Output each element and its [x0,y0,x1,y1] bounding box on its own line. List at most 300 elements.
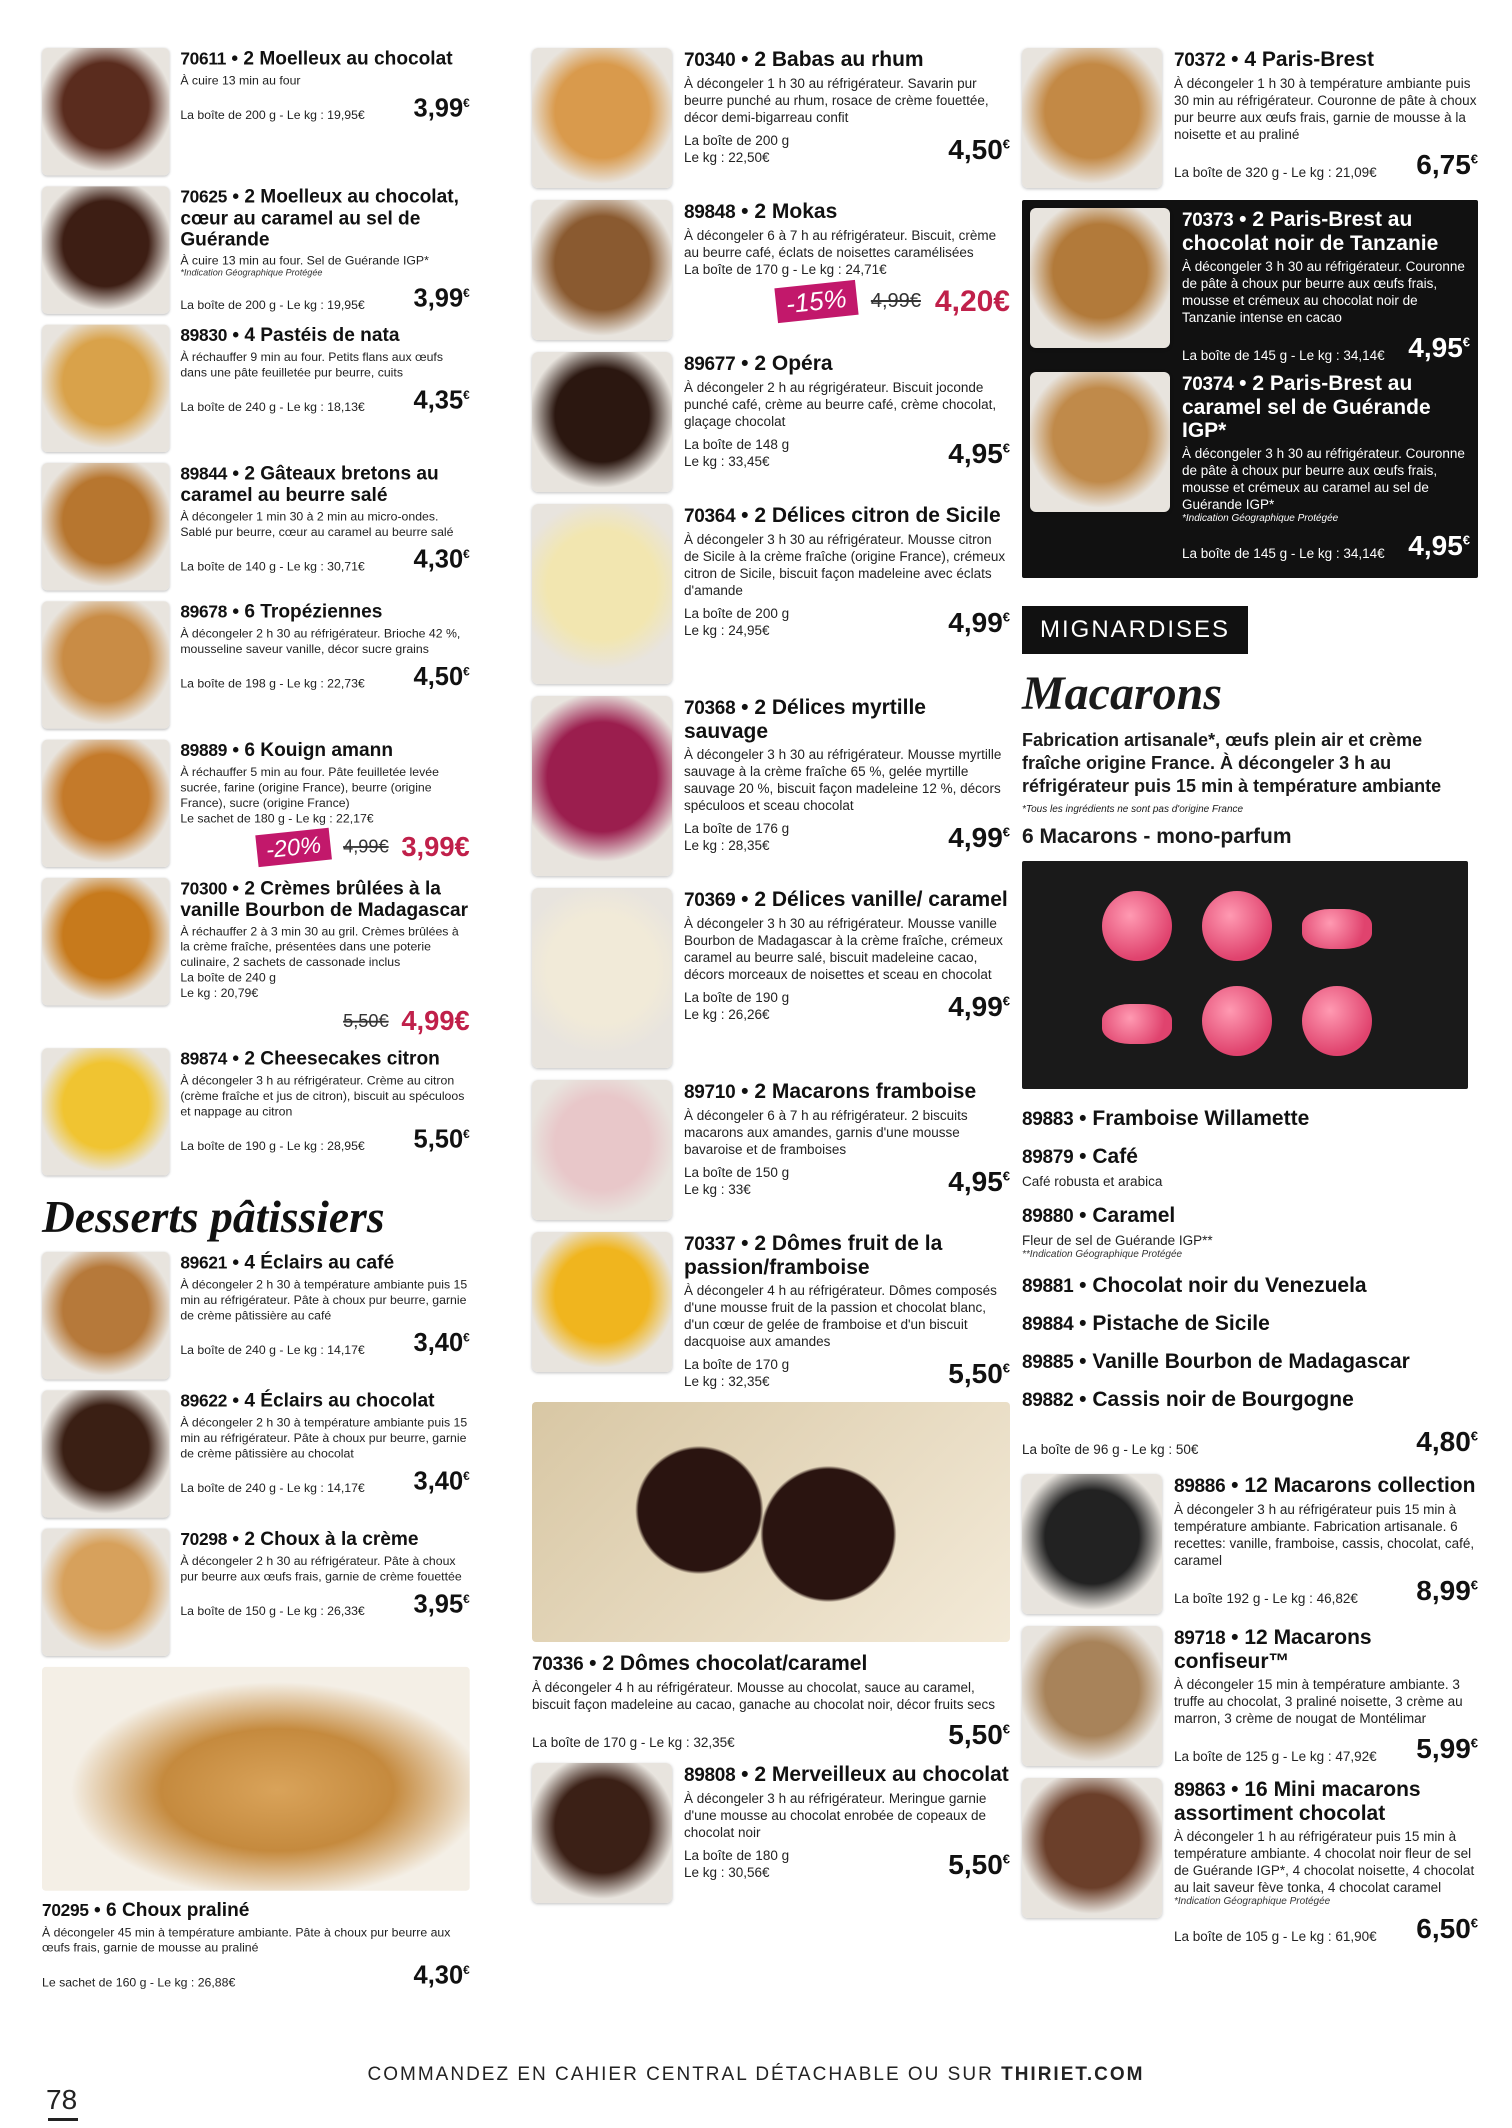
price-line [180,1467,469,1496]
product-description: À décongeler 15 min à température ambiante. 3 truffe au chocolat, 3 praliné noisette, 3 crème au marron, 3 crème de nougat de Montélimar [1174,1677,1463,1726]
product-name: 6 Choux praliné [106,1899,250,1921]
price-value: 4,30 [413,544,464,574]
flavor-name: Caramel [1092,1204,1176,1227]
product-title [532,1652,1010,1676]
product-ref: 70374 [1182,374,1234,395]
price-line [684,1164,1010,1198]
product-photo [42,463,169,590]
price-line [1174,1733,1478,1765]
product-item[interactable] [42,1529,470,1656]
product-price [414,94,470,123]
product-note: *Indication Géographique Protégée [1174,1896,1331,1907]
macaron-shape [1302,986,1372,1056]
product-weight: La boîte de 240 g - Le kg : 18,13€ [180,400,365,414]
product-info [684,48,1010,188]
price-value: 5,50 [948,1849,1003,1880]
euro-sign: € [1470,1428,1478,1444]
price-value: 6,75 [1416,149,1471,180]
product-item[interactable] [42,186,470,313]
product-name: 16 Mini macarons assortiment chocolat [1174,1778,1421,1825]
flavor-item[interactable] [1022,1274,1478,1298]
product-title [180,325,469,347]
product-info [180,740,469,867]
price-line [180,1125,469,1154]
product-photo [1030,372,1170,512]
product-ref: 89830 [180,326,228,346]
flavor-note: **Indication Géographique Protégée [1022,1249,1183,1260]
product-name: 4 Éclairs au chocolat [244,1390,435,1412]
flavor-item[interactable] [1022,1388,1478,1412]
product-title [42,1900,470,1922]
product-ref: 89710 [684,1082,736,1103]
product-item[interactable] [1030,208,1470,364]
old-price: 4,99€ [343,836,389,857]
product-item[interactable] [1022,1626,1478,1766]
title-separator: • [735,48,755,71]
flavor-ref: 89880 [1022,1206,1074,1227]
euro-sign: € [1470,151,1478,167]
product-weight: La boîte de 176 g Le kg : 28,35€ [684,821,790,853]
flavor-item[interactable] [1022,1145,1478,1190]
product-info [684,696,1010,876]
title-separator: • [227,1251,245,1273]
product-ref: 89621 [180,1253,228,1273]
product-description: À décongeler 2 h 30 au réfrigérateur. Brioche 42 %, mousseline saveur vanille, décor sucre grains [180,626,461,656]
product-title [684,1763,1010,1787]
product-title [684,504,1010,528]
title-separator: • [735,352,755,375]
euro-sign: € [463,1469,470,1483]
product-title [180,1048,469,1070]
title-separator: • [1073,1388,1093,1411]
mono-price-line [1022,1426,1478,1458]
price-line [1174,1575,1478,1607]
price-value: 4,95 [1408,332,1463,363]
product-name: 4 Pastéis de nata [244,324,400,346]
product-item[interactable] [1022,1474,1478,1614]
title-separator: • [735,696,755,719]
product-name: 2 Cheesecakes citron [244,1048,440,1070]
euro-sign: € [463,547,470,561]
flavor-ref: 89885 [1022,1352,1074,1373]
product-info [180,186,469,313]
product-price [948,1849,1010,1881]
flavor-name: Chocolat noir du Venezuela [1092,1274,1367,1297]
euro-sign: € [463,286,470,300]
mono-weight: La boîte de 96 g - Le kg : 50€ [1022,1442,1199,1457]
product-item[interactable] [42,48,470,175]
title-separator: • [1073,1274,1093,1297]
product-weight: La boîte de 125 g - Le kg : 47,92€ [1174,1749,1377,1764]
discount-badge: -20% [255,828,331,867]
product-description: À décongeler 2 h 30 au réfrigérateur. Pâte à choux pur beurre aux œufs frais, garnie de crème fouettée [180,1554,462,1584]
price-line [684,1356,1010,1390]
title-separator: • [227,1528,245,1550]
flavor-title [1022,1388,1478,1412]
price-value: 8,99 [1416,1575,1471,1606]
product-description: À réchauffer 9 min au four. Petits flans aux œufs dans une pâte feuilletée pur beurre, cuits [180,350,443,380]
euro-sign: € [463,664,470,679]
product-item[interactable] [532,1652,1010,1751]
product-description: À cuire 13 min au four. Sel de Guérande IGP* [180,253,429,268]
product-description: À décongeler 1 h 30 à température ambiante puis 30 min au réfrigérateur. Couronne de pâte à choux pur beurre aux œufs frais, garnie de mousse à la noisette et au praliné [1174,76,1477,142]
product-ref: 89808 [684,1765,736,1786]
product-item[interactable] [42,1390,470,1517]
product-description: À décongeler 2 h 30 à température ambiante puis 15 min au réfrigérateur. Pâte à choux pur beurre, garnie de crème pâtissière au café [180,1277,468,1322]
product-item[interactable] [532,48,1010,188]
product-photo [532,200,672,340]
product-name: 2 Délices citron de Sicile [754,504,1001,527]
euro-sign: € [1002,1721,1010,1737]
flavor-title [1022,1107,1478,1131]
euro-sign: € [1470,1915,1478,1931]
product-title [684,1232,1010,1279]
product-info [684,888,1010,1068]
product-item[interactable] [532,504,1010,684]
product-photo [1022,1778,1162,1918]
product-photo [532,888,672,1068]
product-description: À réchauffer 2 à 3 min 30 au gril. Crèmes brûlées à la crème fraîche, présentées dans une poterie culinaire, 2 sachets de cassonade inclus [180,924,459,969]
product-weight: La boîte de 240 g Le kg : 20,79€ [180,970,276,1000]
euro-sign: € [1470,1735,1478,1751]
product-info [684,1080,1010,1220]
product-item[interactable] [42,1252,470,1379]
product-info [1174,1778,1478,1945]
product-ref: 89622 [180,1392,228,1412]
product-item[interactable] [532,200,1010,340]
product-item[interactable] [532,352,1010,492]
product-item[interactable] [532,1763,1010,1903]
product-info [180,1252,469,1379]
product-name: 2 Paris-Brest au chocolat noir de Tanzanie [1182,208,1439,255]
product-photo [42,1529,169,1656]
product-weight: La boîte de 180 g Le kg : 30,56€ [684,1848,790,1880]
product-price [948,134,1010,166]
price-value: 3,40 [413,1328,464,1357]
product-ref: 70300 [180,879,228,899]
product-ref: 70372 [1174,50,1226,71]
promo-price [180,832,469,864]
price-value: 4,80 [1416,1426,1471,1457]
product-weight: La boîte de 240 g - Le kg : 14,17€ [180,1342,365,1357]
product-description: À décongeler 6 à 7 h au réfrigérateur. Biscuit, crème au beurre café, éclats de noisettes caramélisées [684,228,997,260]
product-photo [532,48,672,188]
product-weight: La boîte de 190 g - Le kg : 28,95€ [180,1139,365,1153]
product-title [684,352,1010,376]
product-name: 2 Paris-Brest au caramel sel de Guérande IGP* [1182,372,1431,442]
product-price [948,607,1010,639]
macaron-shape [1202,986,1272,1056]
product-title [1174,48,1478,72]
price-value: 3,99 [413,93,464,122]
product-info [180,463,469,590]
price-value: 4,99 [948,991,1003,1022]
euro-sign: € [1462,532,1470,548]
product-info [1182,208,1470,364]
product-price [414,386,470,415]
price-line [1174,149,1478,181]
product-description: À décongeler 3 h au réfrigérateur. Crème au citron (crème fraîche et jus de citron), biscuit au spéculoos et nappage au citron [180,1073,465,1119]
product-weight: La boîte de 200 g Le kg : 24,95€ [684,606,790,638]
title-separator: • [735,200,755,223]
product-name: 4 Paris-Brest [1244,48,1374,71]
product-ref: 70298 [180,1530,228,1550]
euro-sign: € [463,1591,470,1606]
product-name: 2 Mokas [754,200,838,223]
flavor-title [1022,1312,1478,1336]
product-photo [1022,1626,1162,1766]
product-weight: La boîte de 200 g - Le kg : 19,95€ [180,298,365,312]
promo-price [180,1006,469,1037]
product-ref: 89886 [1174,1476,1226,1497]
product-name: 12 Macarons collection [1244,1474,1476,1497]
product-item[interactable] [532,1080,1010,1220]
new-price: 4,20€ [934,284,1010,318]
product-description: À décongeler 3 h 30 au réfrigérateur. Couronne de pâte à choux pur beurre aux œufs frais, mousse et crémeux au caramel au sel de Guérande IGP* [1182,446,1465,512]
product-photo [42,878,169,1005]
column-left [42,48,470,2001]
product-price [414,545,470,574]
product-ref: 70295 [42,1901,89,1921]
euro-sign: € [1002,993,1010,1009]
price-line [684,820,1010,854]
product-price [414,1328,470,1357]
mignardises-badge: MIGNARDISES [1022,606,1248,654]
product-info [180,601,469,728]
title-separator: • [735,1232,755,1255]
flavor-item[interactable] [1022,1350,1478,1374]
title-separator: • [735,888,755,911]
macarons-intro: Fabrication artisanale*, œufs plein air et crème fraîche origine France. À décongeler 3 h au réfrigérateur puis 15 min à température ambiante [1022,730,1442,796]
price-line [1182,530,1470,562]
product-price [414,1125,470,1154]
title-separator: • [1233,372,1253,395]
product-weight: La boîte de 170 g - Le kg : 32,35€ [532,1735,735,1750]
title-separator: • [1225,1626,1245,1649]
product-price [948,438,1010,470]
product-ref: 89863 [1174,1780,1226,1801]
title-separator: • [1073,1204,1093,1227]
product-photo [42,48,169,175]
product-title [684,200,1010,224]
title-separator: • [1225,48,1245,71]
title-separator: • [227,739,245,761]
product-description: À décongeler 2 h au régrigérateur. Biscuit joconde punché café, crème au beurre café, crème chocolat, glaçage chocolat [684,380,997,429]
product-name: 6 Tropéziennes [244,601,383,623]
title-separator: • [227,1048,245,1070]
flavor-item[interactable] [1022,1107,1478,1131]
product-item[interactable] [1022,1778,1478,1945]
product-photo [532,696,672,876]
product-ref: 70625 [180,188,228,208]
product-name: 2 Dômes chocolat/caramel [602,1652,868,1675]
product-item[interactable] [42,1048,470,1175]
flavor-ref: 89883 [1022,1109,1074,1130]
flavor-name: Cassis noir de Bourgogne [1092,1388,1354,1411]
product-item[interactable] [42,325,470,452]
product-price [948,1166,1010,1198]
product-item[interactable] [1030,372,1470,562]
product-item[interactable] [42,740,470,867]
product-photo [1030,208,1170,348]
product-name: 2 Délices vanille/ caramel [754,888,1008,911]
product-title [180,186,469,250]
product-title [684,48,1010,72]
price-line [684,989,1010,1023]
product-info [180,1048,469,1175]
product-info [180,1529,469,1656]
product-ref: 70364 [684,506,736,527]
column-right [1022,48,1478,1957]
product-price [1408,530,1470,562]
product-item[interactable] [532,696,1010,876]
product-price [948,1358,1010,1390]
title-separator: • [88,1899,107,1921]
product-title [1182,372,1470,442]
product-name: 2 Moelleux au chocolat, cœur au caramel au sel de Guérande [180,186,459,251]
product-name: 12 Macarons confiseur™ [1174,1626,1372,1673]
product-description: À décongeler 3 h 30 au réfrigérateur. Mousse myrtille sauvage à la crème fraîche 65 %, gelée myrtille sauvage 20 %, biscuit façon madeleine 12 %, décors spéculoos et sceau chocolat [684,747,1002,813]
product-info [1174,1626,1478,1766]
product-title [180,601,469,623]
macarons-photo [1022,861,1468,1089]
price-line [180,1328,469,1357]
domes-chocolat-photo [532,1402,1010,1642]
euro-sign: € [1462,334,1470,350]
product-item[interactable] [1022,48,1478,188]
product-photo [42,1252,169,1379]
flavor-title [1022,1145,1478,1169]
product-item[interactable] [42,1900,470,1990]
product-title [180,878,469,921]
price-line [684,605,1010,639]
product-ref: 89718 [1174,1628,1226,1649]
product-item[interactable] [532,1232,1010,1390]
product-info [684,1232,1010,1390]
product-weight: Le sachet de 160 g - Le kg : 26,88€ [42,1975,236,1990]
product-weight: La boîte de 320 g - Le kg : 21,09€ [1174,165,1377,180]
product-photo [42,1048,169,1175]
price-value: 4,95 [948,1166,1003,1197]
price-line [684,1847,1010,1881]
macarons-footnote: *Tous les ingrédients ne sont pas d'origine France [1022,804,1244,815]
product-ref: 70611 [180,49,227,69]
product-description: À décongeler 6 à 7 h au réfrigérateur. 2 biscuits macarons aux amandes, garnis d'une mousse bavaroise et de framboises [684,1108,968,1157]
price-line [180,545,469,574]
product-price [1416,1733,1478,1765]
price-value: 4,99 [948,607,1003,638]
product-name: 2 Babas au rhum [754,48,924,71]
product-title [180,463,469,506]
product-weight: La boîte de 200 g Le kg : 22,50€ [684,133,790,165]
flavor-item[interactable] [1022,1204,1478,1260]
new-price: 4,99€ [401,1006,470,1037]
euro-sign: € [1002,609,1010,625]
price-value: 4,50 [948,134,1003,165]
old-price: 5,50€ [343,1011,389,1032]
promo-price [684,284,1010,319]
product-title [684,1080,1010,1104]
product-weight: La boîte de 140 g - Le kg : 30,71€ [180,559,365,574]
price-value: 4,95 [948,438,1003,469]
product-title [1174,1474,1478,1498]
euro-sign: € [1470,1577,1478,1593]
product-note: *Indication Géographique Protégée [180,268,323,279]
product-item[interactable] [42,878,470,1037]
title-separator: • [227,877,245,899]
flavor-item[interactable] [1022,1312,1478,1336]
product-item[interactable] [42,463,470,590]
product-description: À décongeler 1 min 30 à 2 min au micro-ondes. Sablé pur beurre, cœur au caramel au beurre salé [180,509,454,539]
product-name: 2 Merveilleux au chocolat [754,1763,1009,1786]
product-item[interactable] [42,601,470,728]
product-weight: La boîte de 105 g - Le kg : 61,90€ [1174,1929,1377,1944]
product-price [414,662,470,691]
product-weight: La boîte de 198 g - Le kg : 22,73€ [180,676,365,691]
macaron-shape [1202,891,1272,961]
product-ref: 89889 [180,741,228,761]
product-item[interactable] [532,888,1010,1068]
macarons-subtitle: 6 Macarons - mono-parfum [1022,825,1292,848]
product-title [1182,208,1470,255]
flavor-ref: 89884 [1022,1314,1074,1335]
flavor-ref: 89881 [1022,1276,1074,1297]
price-line [684,132,1010,166]
title-separator: • [735,1080,755,1103]
title-separator: • [1073,1145,1093,1168]
title-separator: • [583,1652,603,1675]
flavor-ref: 89879 [1022,1147,1074,1168]
macarons-title: Macarons [1022,667,1223,720]
choux-praline-photo [42,1667,470,1891]
euro-sign: € [463,95,470,110]
flavor-name: Framboise Willamette [1092,1107,1310,1130]
product-price [948,1719,1010,1751]
product-name: 2 Moelleux au chocolat [243,48,453,69]
footer-site-link[interactable]: THIRIET.COM [1001,2064,1145,2085]
price-line [532,1719,1010,1751]
product-info [684,352,1010,492]
product-photo [532,504,672,684]
flavor-description: Fleur de sel de Guérande IGP** [1022,1233,1213,1248]
euro-sign: € [1002,136,1010,152]
macaron-shape [1302,909,1372,949]
product-description: À réchauffer 5 min au four. Pâte feuilletée levée sucrée, farine (origine France), beurre (origine France), sucre (origine France) [180,765,439,810]
product-title [684,888,1010,912]
euro-sign: € [463,1330,470,1345]
product-photo [532,1232,672,1372]
price-value: 4,50 [413,662,464,691]
flavor-title [1022,1204,1478,1228]
product-weight: La boîte de 190 g Le kg : 26,26€ [684,990,790,1022]
title-separator: • [1225,1778,1245,1801]
paris-brest-premium-box [1022,200,1478,578]
product-weight: La boîte 192 g - Le kg : 46,82€ [1174,1591,1358,1606]
price-line [180,284,469,313]
macaron-shape [1102,891,1172,961]
product-photo [1022,1474,1162,1614]
euro-sign: € [1002,1168,1010,1184]
product-info [180,1390,469,1517]
product-weight: La boîte de 200 g - Le kg : 19,95€ [180,108,365,122]
product-description: À décongeler 4 h au réfrigérateur. Mousse au chocolat, sauce au caramel, biscuit façon madeleine au cacao, ganache au chocolat noir, décor fruits secs [532,1680,996,1712]
product-info [684,1763,1010,1903]
flavor-description: Café robusta et arabica [1022,1174,1163,1189]
title-separator: • [226,48,244,69]
title-separator: • [227,462,245,484]
price-line [1182,332,1470,364]
price-value: 3,40 [413,1466,464,1495]
